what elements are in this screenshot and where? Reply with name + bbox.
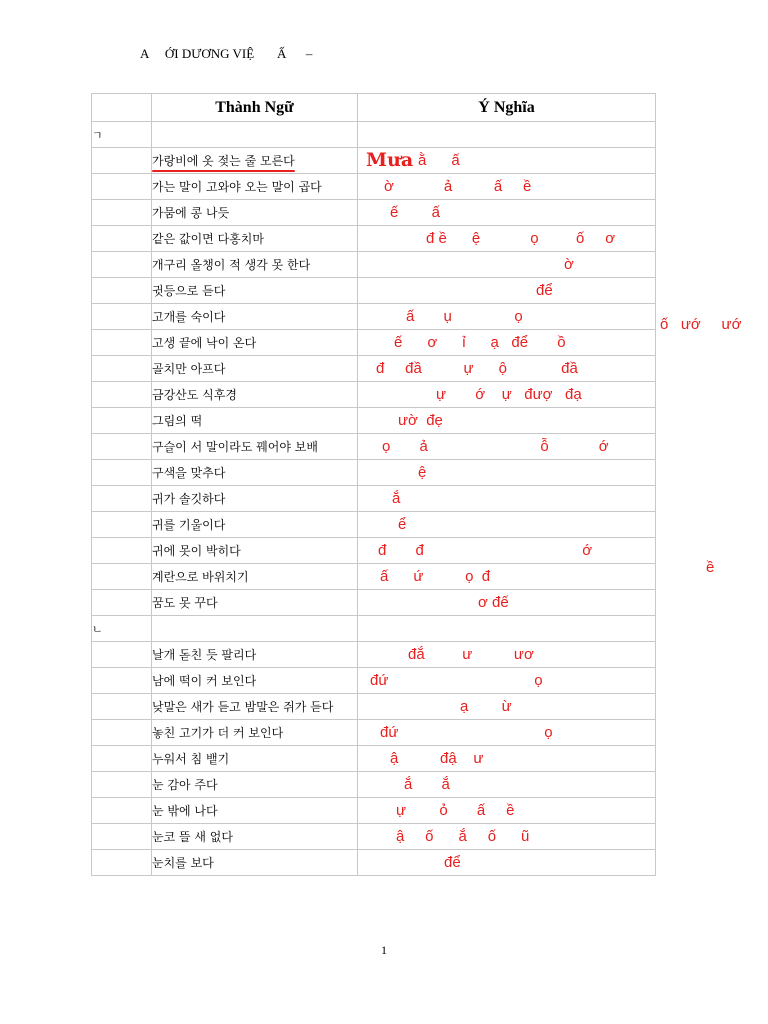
idiom-text: 낮말은 새가 듣고 밤말은 쥐가 듣다	[152, 694, 358, 720]
meaning-text: đ đầ ự ộ đầ	[376, 360, 578, 377]
meaning-text: ọ ả ỗ ớ	[382, 438, 609, 455]
table-row	[92, 278, 656, 304]
idiom-text: 가뭄에 콩 나듯	[152, 200, 358, 226]
idiom-text: 구슬이 서 말이라도 꿰어야 보배	[152, 434, 358, 460]
overflow-note: ố ướ ướ	[660, 316, 742, 333]
page-number: 1	[381, 943, 387, 957]
meaning-text: ờ	[564, 256, 574, 273]
header-idiom: Thành Ngữ	[152, 94, 358, 122]
meaning-text: ậ đậ ư	[390, 750, 484, 767]
idiom-text-underlined: 가랑비에 옷 젖는 줄 모른다	[152, 148, 358, 174]
meaning-text: ắ ắ	[404, 776, 450, 793]
idiom-text: 눈 감아 주다	[152, 772, 358, 798]
idiom-text: 귓등으로 듣다	[152, 278, 358, 304]
section-letter: ㄱ	[92, 122, 152, 148]
table-row	[92, 226, 656, 252]
table-row	[92, 382, 656, 408]
table-row	[92, 486, 656, 512]
idiom-text: 골치만 아프다	[152, 356, 358, 382]
idiom-text: 금강산도 식후경	[152, 382, 358, 408]
meaning-text: ệ	[418, 464, 427, 481]
section-letter: ㄴ	[92, 616, 152, 642]
table-row	[92, 304, 656, 330]
idiom-text: 개구리 올챙이 적 생각 못 한다	[152, 252, 358, 278]
idiom-text: 눈코 뜰 새 없다	[152, 824, 358, 850]
overflow-note: ề	[706, 559, 715, 576]
idiom-text: 계란으로 바위치기	[152, 564, 358, 590]
table-row	[92, 850, 656, 876]
table-row	[92, 356, 656, 382]
meaning-text: ấ ứ ọ đ	[380, 568, 491, 585]
table-header-row	[92, 94, 656, 122]
idiom-text: 꿈도 못 꾸다	[152, 590, 358, 616]
section-row	[92, 616, 656, 642]
table-row	[92, 668, 656, 694]
idiom-text: 구색을 맞추다	[152, 460, 358, 486]
document-header: A ỚI DƯƠNG VIỆ Ấ –	[140, 46, 313, 61]
idiom-text: 놓친 고기가 더 커 보인다	[152, 720, 358, 746]
meaning-text: để	[444, 854, 461, 871]
meaning-text: ự ớ ự đượ đạ	[436, 386, 582, 403]
meaning-text: ườ đẹ	[398, 412, 443, 429]
idiom-text: 가는 말이 고와야 오는 말이 곱다	[152, 174, 358, 200]
meaning-text: ế ơ ỉ ạ để ồ	[394, 334, 566, 351]
table-row	[92, 772, 656, 798]
header-meaning: Ý Nghĩa	[358, 94, 656, 122]
idiom-text: 귀가 솔깃하다	[152, 486, 358, 512]
meaning-text: ờ ả ấ ề	[384, 178, 532, 195]
meaning-text: ơ đế	[478, 594, 509, 611]
table-row	[92, 148, 656, 174]
table-row	[92, 746, 656, 772]
idiom-text: 눈 밖에 나다	[152, 798, 358, 824]
section-row	[92, 122, 656, 148]
idiom-text: 그림의 떡	[152, 408, 358, 434]
table-row	[92, 512, 656, 538]
meaning-text: đắ ư ươ	[408, 646, 534, 663]
idiom-text: 눈치를 보다	[152, 850, 358, 876]
table-row	[92, 252, 656, 278]
meaning-text: ế ấ	[390, 204, 441, 221]
meaning-text: ấ ụ ọ	[406, 308, 523, 325]
table-row	[92, 434, 656, 460]
table-row	[92, 590, 656, 616]
header-blank-cell	[92, 94, 152, 122]
meaning-text: ằ ấ	[418, 152, 460, 169]
meaning-text: đ ề ệ ọ ố ơ	[426, 230, 616, 247]
meaning-text: đứ ọ	[380, 724, 553, 741]
idiom-text: 남에 떡이 커 보인다	[152, 668, 358, 694]
meaning-text: ắ	[392, 490, 401, 507]
meaning-text: ể	[398, 516, 407, 533]
idiom-text: 날개 돋친 듯 팔리다	[152, 642, 358, 668]
meaning-text: ự ỏ ấ ề	[396, 802, 515, 819]
table-row	[92, 200, 656, 226]
meaning-text: ậ ố ắ ố ũ	[396, 828, 530, 845]
table-row	[92, 720, 656, 746]
handwritten-underline	[152, 170, 295, 172]
table-row	[92, 408, 656, 434]
idiom-table	[91, 93, 656, 876]
idiom-text: 누워서 침 뱉기	[152, 746, 358, 772]
table-row	[92, 694, 656, 720]
table-row	[92, 642, 656, 668]
table-row	[92, 798, 656, 824]
meaning-text: đứ ọ	[370, 672, 543, 689]
table-row	[92, 564, 656, 590]
meaning-text: đ đ ớ	[378, 542, 593, 559]
table-row	[92, 174, 656, 200]
idiom-text: 고개를 숙이다	[152, 304, 358, 330]
handwritten-annotation: Mưa	[366, 149, 414, 171]
table-row	[92, 824, 656, 850]
idiom-text: 귀를 기울이다	[152, 512, 358, 538]
idiom-text: 같은 값이면 다홍치마	[152, 226, 358, 252]
idiom-text: 귀에 못이 박히다	[152, 538, 358, 564]
table-row	[92, 330, 656, 356]
meaning-text: để	[536, 282, 553, 299]
meaning-text: ạ ừ	[460, 698, 512, 715]
idiom-text: 고생 끝에 낙이 온다	[152, 330, 358, 356]
table-row	[92, 538, 656, 564]
table-row	[92, 460, 656, 486]
